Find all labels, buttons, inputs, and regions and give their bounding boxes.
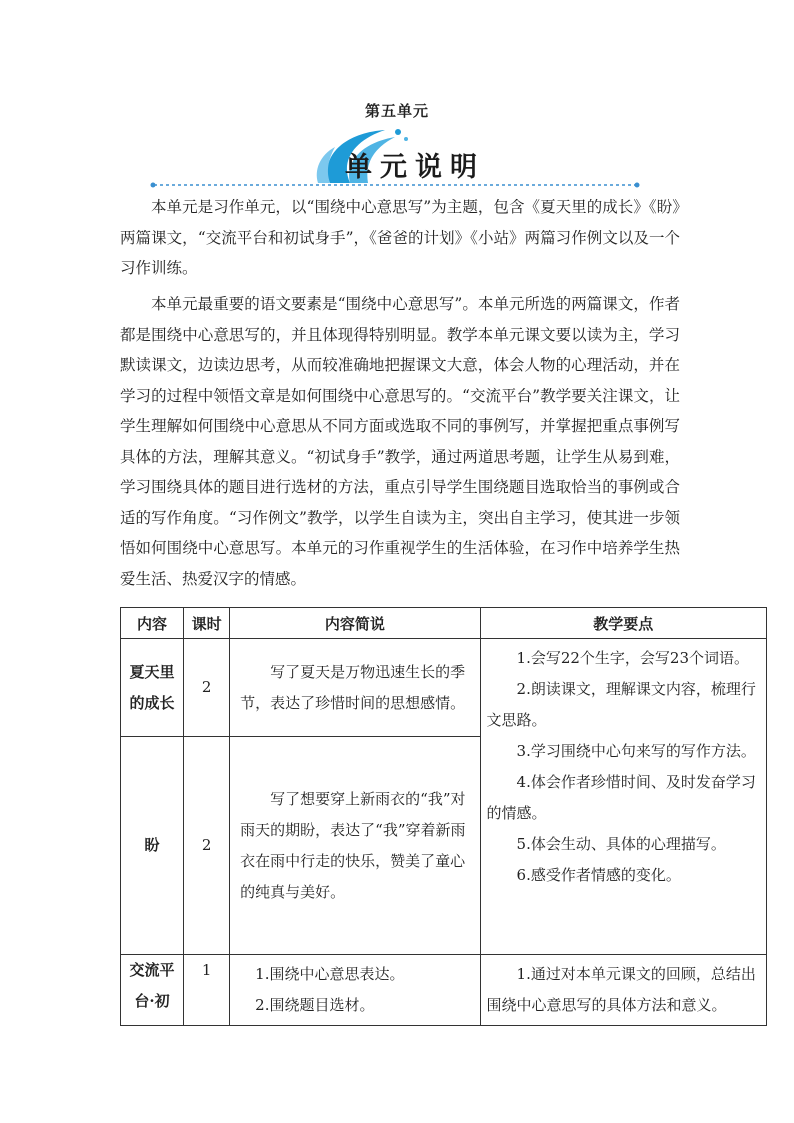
key-point: 3.学习围绕中心句来写的写作方法。 [516,742,756,760]
table-row [121,639,767,737]
paragraph-text: 本单元是习作单元，以“围绕中心意思写”为主题，包含《夏天里的成长》《盼》两篇课文，“交流平台和初试身手”，《爸爸的计划》《小站》两篇习作例文以及一个习作训练。 [120,198,680,277]
unit-title: 第五单元 [364,102,429,120]
summary-text: 写了夏天是万物迅速生长的季节，表达了珍惜时间的思想感情。 [240,662,466,712]
lesson-plan-table [120,607,767,1026]
section-header [150,125,640,195]
summary-item: 1.围绕中心意思表达。 [255,965,405,983]
lesson-name: 交流平台·初 [121,955,184,1026]
header-key-points: 教学要点 [480,608,766,639]
lesson-name: 夏天里的成长 [121,639,184,737]
key-point: 1.通过对本单元课文的回顾，总结出围绕中心意思写的具体方法和意义。 [486,965,756,1014]
table-header-row [121,608,767,639]
section-title: 单元说明 [345,152,485,183]
key-point: 2.朗读课文，理解课文内容，梳理行文思路。 [486,680,756,729]
header-summary: 内容简说 [230,608,480,639]
key-point: 6.感受作者情感的变化。 [516,866,681,884]
table-row [121,955,767,1026]
key-points-cell [480,955,766,1026]
header-content: 内容 [121,608,184,639]
header-hours: 课时 [184,608,230,639]
key-point: 4.体会作者珍惜时间、及时发奋学习的情感。 [486,773,756,822]
lesson-hours: 2 [184,639,230,737]
lesson-hours: 1 [184,955,230,1026]
key-points-cell [480,639,766,955]
lesson-name: 盼 [121,737,184,955]
summary-item: 2.围绕题目选材。 [255,996,375,1014]
lesson-summary [230,737,480,955]
dotted-divider [150,182,640,188]
lesson-hours: 2 [184,737,230,955]
key-point: 5.体会生动、具体的心理描写。 [516,835,726,853]
lesson-summary [230,955,480,1026]
summary-text: 写了想要穿上新雨衣的“我”对雨天的期盼，表达了“我”穿着新雨衣在雨中行走的快乐，赞美了童心的纯真与美好。 [240,789,466,901]
key-point: 1.会写22个生字，会写23个词语。 [516,649,750,667]
lesson-summary [230,639,480,737]
intro-paragraph-1 [120,192,680,284]
paragraph-text: 本单元最重要的语文要素是“围绕中心意思写”。本单元所选的两篇课文，作者都是围绕中心意思写的，并且体现得特别明显。教学本单元课文要以读为主，学习默读课文，边读边思考，从而较准确地把握课文大意，体会人物的心理活动，并在学习的过程中领悟文章是如何围绕中心意思写的。“交流平台”教学要关注课文，让学生理解如何围绕中心意思从不同方面或选取不同的事例写，并掌握把重点事例写具体的方法，理解其意义。“初试身手”教学，通过两道思考题，让学生从易到难，学习围绕具体的题目进行选材的方法，重点引导学生围绕题目选取恰当的事例或合适的写作角度。“习作例文”教学，以学生自读为主，突出自主学习，使其进一步领悟如何围绕中心意思写。本单元的习作重视学生的生活体验，在习作中培养学生热爱生活、热爱汉字的情感。 [120,295,680,588]
intro-paragraph-2 [120,289,680,594]
